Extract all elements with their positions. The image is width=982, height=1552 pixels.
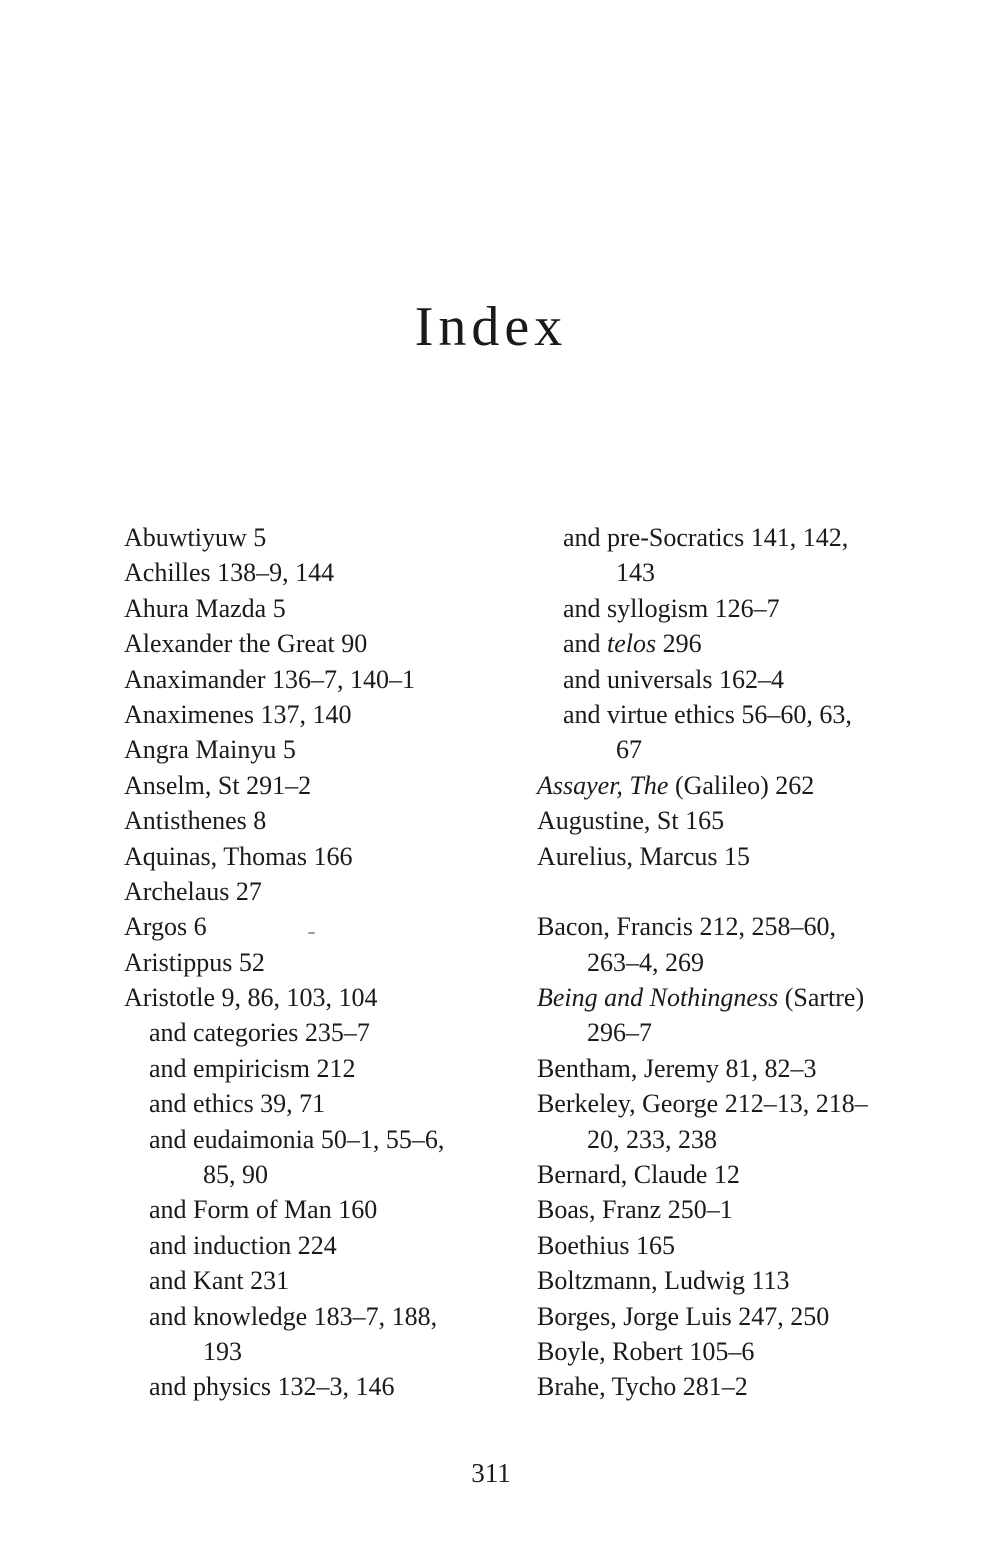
index-entry: Aristotle 9, 86, 103, 104 <box>124 983 378 1013</box>
print-speck <box>308 932 315 934</box>
index-entry: Bentham, Jeremy 81, 82–3 <box>537 1053 817 1083</box>
entry-italic-title: Being and Nothingness <box>537 983 779 1013</box>
entry-rest: (Galileo) 262 <box>668 770 815 800</box>
index-subentry: and knowledge 183–7, 188, <box>149 1301 438 1331</box>
index-column-left <box>124 520 444 1405</box>
index-subentry: and ethics 39, 71 <box>149 1089 326 1119</box>
index-entry: Aristippus 52 <box>124 947 265 977</box>
index-subentry-continuation: 67 <box>616 735 642 765</box>
index-entry: Boas, Franz 250–1 <box>537 1195 733 1225</box>
index-entry <box>537 980 868 1015</box>
index-subentry: and Form of Man 160 <box>149 1195 378 1225</box>
index-entry: Anaximenes 137, 140 <box>124 699 352 729</box>
subentry-italic-term: telos <box>607 629 657 659</box>
index-entry: Argos 6 <box>124 912 207 942</box>
index-entry: Archelaus 27 <box>124 876 262 906</box>
index-entry: Alexander the Great 90 <box>124 629 368 659</box>
index-entry: Bernard, Claude 12 <box>537 1160 740 1190</box>
index-subentry: and physics 132–3, 146 <box>149 1372 395 1402</box>
index-entry: Achilles 138–9, 144 <box>124 558 335 588</box>
index-entry: Ahura Mazda 5 <box>124 593 286 623</box>
entry-italic-title: Assayer, The <box>537 770 669 800</box>
index-subentry-continuation: 193 <box>203 1336 242 1366</box>
page-number: 311 <box>471 1458 511 1488</box>
index-entry: Brahe, Tycho 281–2 <box>537 1372 748 1402</box>
index-entry: Anselm, St 291–2 <box>124 770 312 800</box>
index-entry: Boethius 165 <box>537 1230 675 1260</box>
index-entry: Aquinas, Thomas 166 <box>124 841 353 871</box>
index-entry-continuation: 20, 233, 238 <box>587 1124 717 1154</box>
index-subentry: and universals 162–4 <box>563 664 784 694</box>
index-subentry: and Kant 231 <box>149 1266 290 1296</box>
index-subentry <box>537 626 868 661</box>
index-subentry-continuation: 143 <box>616 558 655 588</box>
index-entry: Angra Mainyu 5 <box>124 735 296 765</box>
index-entry: Bacon, Francis 212, 258–60, <box>537 912 836 942</box>
index-entry-continuation: 263–4, 269 <box>587 947 704 977</box>
index-entry: Boltzmann, Ludwig 113 <box>537 1266 790 1296</box>
page-title: Index <box>414 296 568 358</box>
index-entry: Augustine, St 165 <box>537 806 725 836</box>
index-column-right <box>537 520 868 1405</box>
index-subentry: and virtue ethics 56–60, 63, <box>563 699 852 729</box>
index-entry: Anaximander 136–7, 140–1 <box>124 664 416 694</box>
subentry-pages: 296 <box>656 629 702 659</box>
index-subentry-continuation: 85, 90 <box>203 1160 268 1190</box>
index-entry: Boyle, Robert 105–6 <box>537 1336 755 1366</box>
entry-rest: (Sartre) <box>778 983 865 1013</box>
index-entry: Berkeley, George 212–13, 218– <box>537 1089 868 1119</box>
index-entry: Abuwtiyuw 5 <box>124 523 267 552</box>
index-entry: Borges, Jorge Luis 247, 250 <box>537 1301 830 1331</box>
index-entry-continuation: 296–7 <box>587 1018 652 1048</box>
letter-group-gap <box>537 874 868 909</box>
index-subentry: and empiricism 212 <box>149 1053 356 1083</box>
index-entry <box>537 768 868 803</box>
index-entry: Aurelius, Marcus 15 <box>537 841 751 871</box>
index-subentry: and syllogism 126–7 <box>563 593 780 623</box>
index-subentry: and categories 235–7 <box>149 1018 370 1048</box>
index-subentry: and pre-Socratics 141, 142, <box>563 523 849 552</box>
index-subentry: and induction 224 <box>149 1230 337 1260</box>
index-entry: Antisthenes 8 <box>124 806 267 836</box>
index-subentry: and eudaimonia 50–1, 55–6, <box>149 1124 445 1154</box>
subentry-prefix: and <box>563 629 608 659</box>
